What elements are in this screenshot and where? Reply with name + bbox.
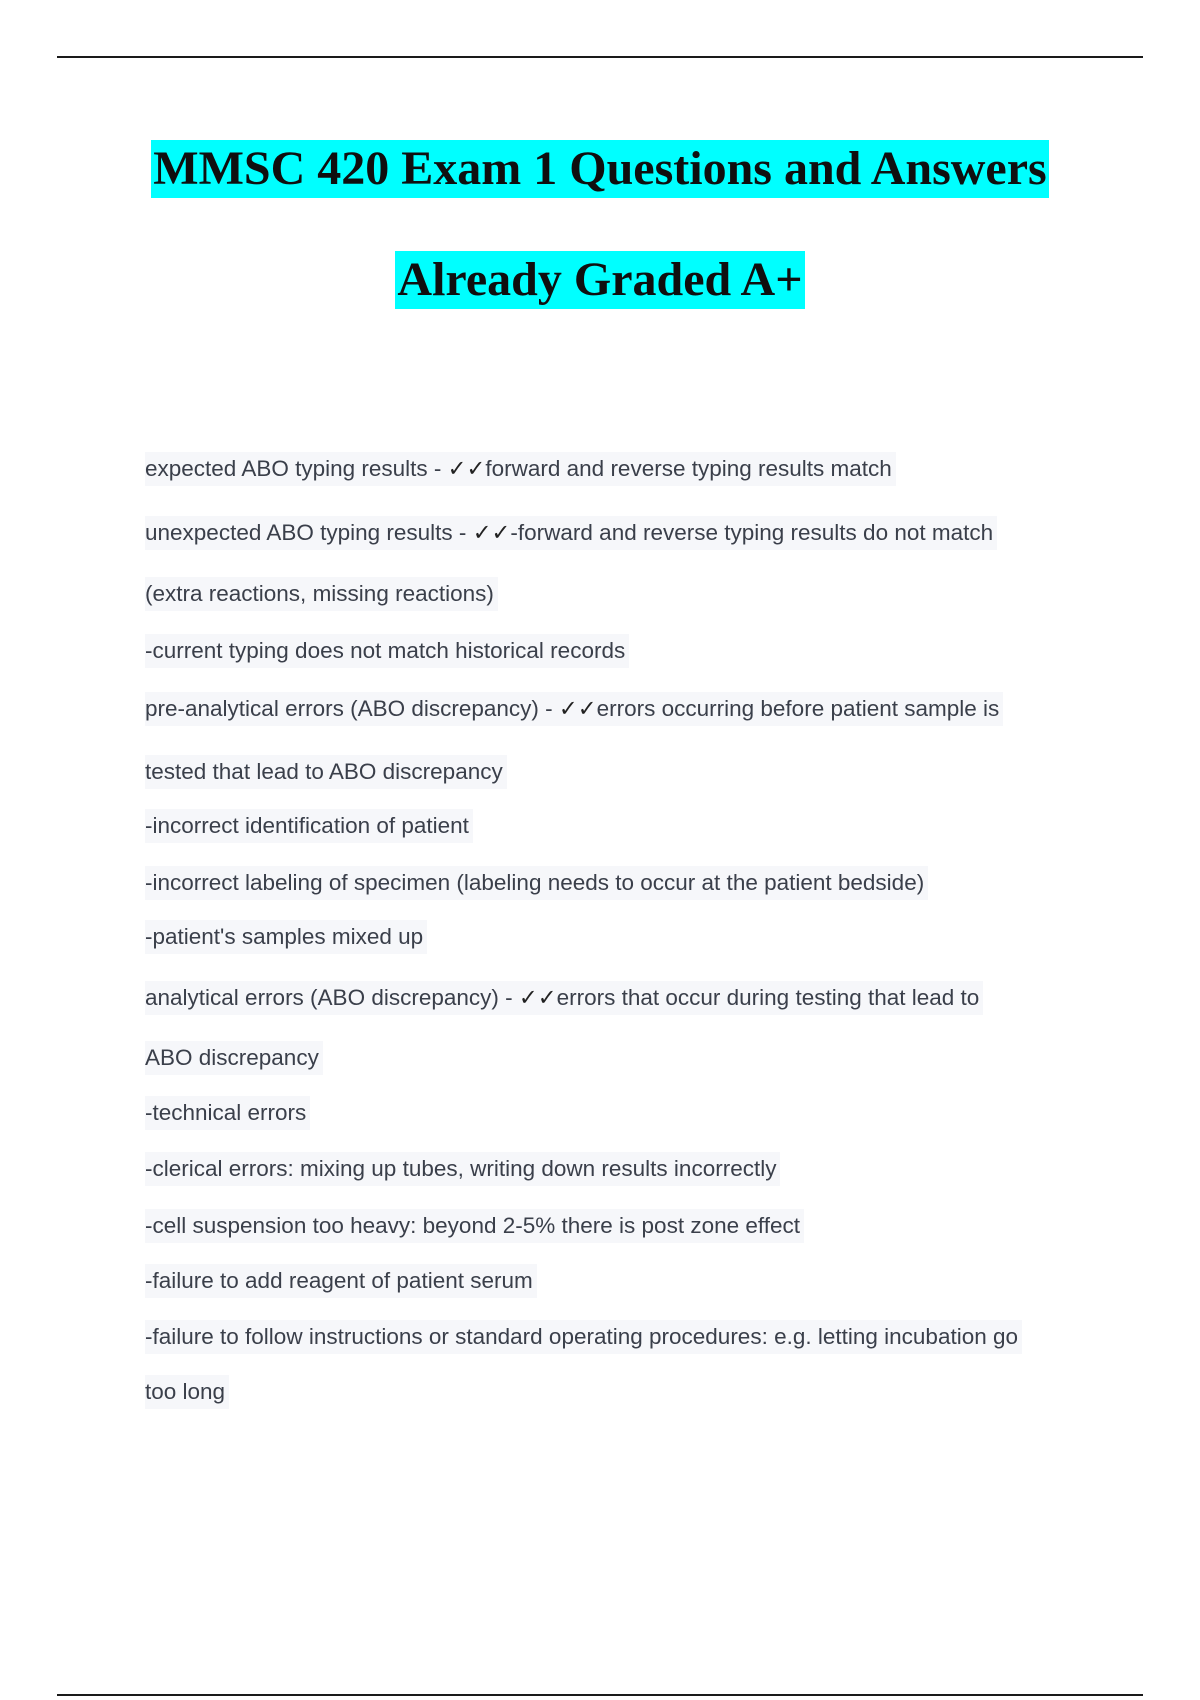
check-icon: ✓✓: [447, 456, 486, 481]
answer-continuation: -current typing does not match historical records: [145, 634, 629, 668]
answer-continuation: -technical errors: [145, 1096, 310, 1130]
answer-continuation: (extra reactions, missing reactions): [145, 577, 498, 611]
answer-continuation: tested that lead to ABO discrepancy: [145, 755, 507, 789]
answer-text: errors that occur during testing that lead to: [556, 985, 980, 1010]
qa-line: [145, 516, 997, 550]
answer-text: forward and reverse typing results match: [485, 456, 892, 481]
answer-continuation: -cell suspension too heavy: beyond 2-5% there is post zone effect: [145, 1209, 804, 1243]
answer-continuation: -failure to follow instructions or standard operating procedures: e.g. letting incubation go: [145, 1320, 1022, 1354]
title-line-1: MMSC 420 Exam 1 Questions and Answers: [151, 140, 1048, 198]
answer-continuation: ABO discrepancy: [145, 1041, 323, 1075]
title-line-2: Already Graded A+: [395, 251, 804, 309]
qa-line: [145, 981, 983, 1015]
answer-continuation: -incorrect identification of patient: [145, 809, 473, 843]
answer-continuation: -clerical errors: mixing up tubes, writing down results incorrectly: [145, 1152, 780, 1186]
check-icon: ✓✓: [558, 696, 597, 721]
answer-continuation: -patient's samples mixed up: [145, 920, 427, 954]
qa-line: [145, 452, 896, 486]
answer-continuation: -failure to add reagent of patient serum: [145, 1264, 537, 1298]
qa-line: [145, 692, 1003, 726]
question-text: pre-analytical errors (ABO discrepancy) -: [145, 696, 559, 721]
answer-continuation: too long: [145, 1375, 229, 1409]
question-text: analytical errors (ABO discrepancy) -: [145, 985, 519, 1010]
answer-text: errors occurring before patient sample is: [596, 696, 1000, 721]
check-icon: ✓✓: [472, 520, 511, 545]
bottom-rule: [57, 1694, 1143, 1696]
question-text: unexpected ABO typing results -: [145, 520, 473, 545]
question-text: expected ABO typing results -: [145, 456, 448, 481]
answer-text: -forward and reverse typing results do not match: [510, 520, 994, 545]
check-icon: ✓✓: [518, 985, 557, 1010]
answer-continuation: -incorrect labeling of specimen (labeling needs to occur at the patient bedside): [145, 866, 928, 900]
